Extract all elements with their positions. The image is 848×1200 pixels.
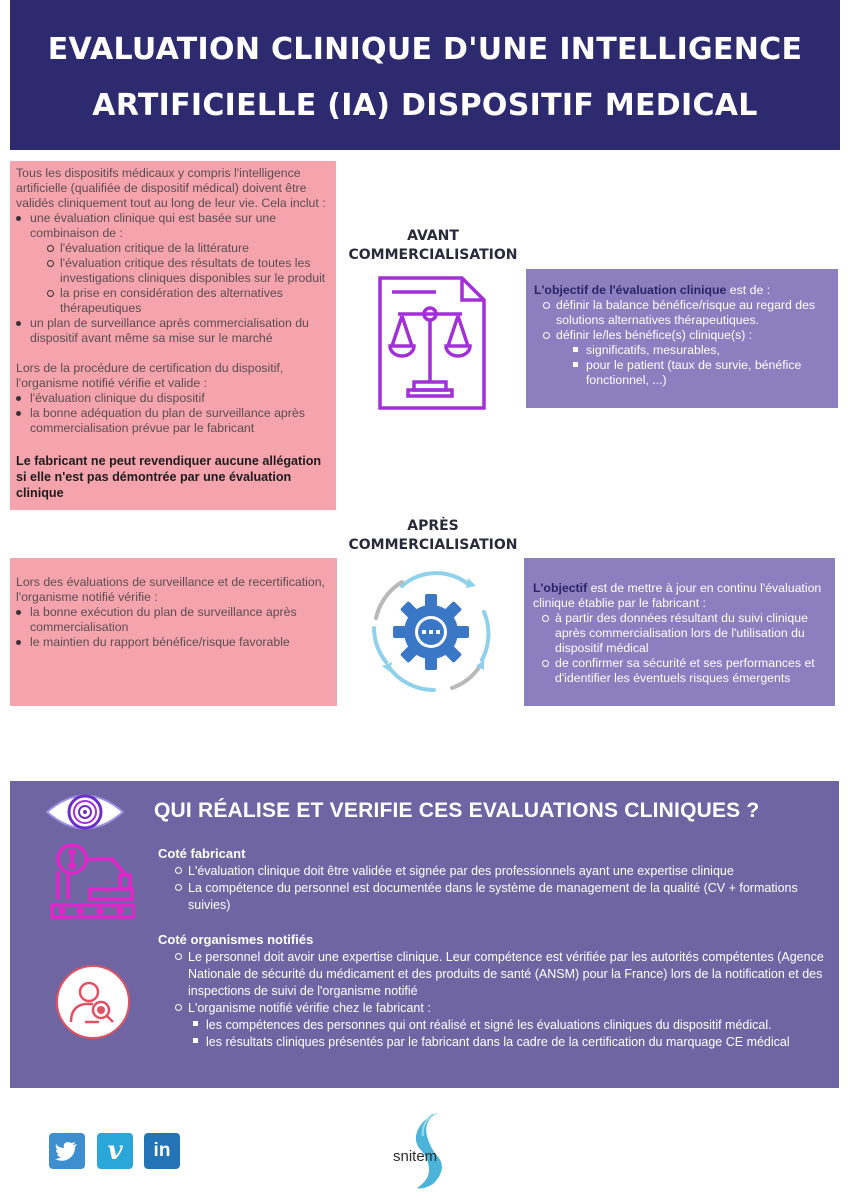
linkedin-icon: in: [153, 1140, 171, 1161]
header-banner: [10, 0, 840, 150]
gear-cycle-icon: [368, 570, 494, 694]
list-item: La compétence du personnel est documentée dans le système de management de la qualité (CV + formations suivies): [172, 880, 828, 914]
list-item: L'évaluation clinique doit être validée et signée par des professionnels ayant une expertise clinique: [172, 863, 828, 880]
intro-text: Lors des évaluations de surveillance et de recertification, l'organisme notifié vérifie :: [16, 575, 325, 604]
notified-bodies-heading: Coté organismes notifiés: [158, 932, 314, 947]
list-item: la bonne adéquation du plan de surveillance après commercialisation prévue par le fabricant: [16, 406, 331, 436]
title-line-1: EVALUATION CLINIQUE D'UNE INTELLIGENCE: [47, 32, 803, 67]
list-item: L'organisme notifié vérifie chez le fabricant : les compétences des personnes qui ont réalisé et signé les évaluations cliniques du dispositif médical. les résultats cliniques présentés par le fabricant dans la cadre de la certification du marquage CE médical: [172, 1000, 828, 1051]
phase-label-pre-market: AVANT COMMERCIALISATION: [348, 228, 518, 263]
list-item: Le personnel doit avoir une expertise clinique. Leur compétence est vérifiée par les autorités compétentes (Agence Nationale de sécurité du médicament et des produits de santé (ANSM) pour la France) lors de la notification et des inspections de suivi de l'organisme notifié: [172, 949, 828, 1000]
manufacturer-list: [172, 863, 828, 914]
title-line-2: ARTIFICIELLE (IA) DISPOSITIF MEDICAL: [92, 88, 758, 123]
list-item: les compétences des personnes qui ont réalisé et signé les évaluations cliniques du dispositif médical.: [190, 1017, 828, 1034]
logo-text: snitem: [393, 1148, 438, 1165]
requirements-list: [16, 211, 331, 346]
list-item: [16, 211, 331, 316]
sub-list: [44, 241, 331, 316]
list-item: l'évaluation critique des résultats de toutes les investigations cliniques disponibles sur le produit: [44, 256, 331, 286]
vimeo-icon: v: [107, 1136, 123, 1166]
list-item: significatifs, mesurables,: [570, 343, 832, 358]
manufacturer-section: [158, 845, 828, 914]
list-item: la prise en considération des alternatives thérapeutiques: [44, 286, 331, 316]
notified-bodies-section: [158, 931, 828, 1051]
list-item: pour le patient (taux de survie, bénéfice fonctionnel, ...): [570, 358, 832, 388]
intro-text: Tous les dispositifs médicaux y compris l'intelligence artificielle (qualifiée de dispositif médical) doivent être validés cliniquement tout au long de leur vie. Cela inclut :: [16, 166, 326, 210]
list-item: l'évaluation clinique du dispositif: [16, 391, 331, 406]
list-item: la bonne exécution du plan de surveillance après commercialisation: [16, 605, 332, 635]
certification-list: [16, 391, 331, 436]
manufacturer-heading: Coté fabricant: [158, 846, 246, 861]
twitter-icon: [49, 1133, 85, 1169]
certification-text: Lors de la procédure de certification du dispositif, l'organisme notifié vérifie et valide :: [16, 361, 284, 390]
justice-scale-document-icon: [374, 274, 488, 412]
list-item: définir la balance bénéfice/risque au regard des solutions alternatives thérapeutiques.: [540, 298, 832, 328]
linkedin-link[interactable]: [144, 1133, 180, 1169]
phase-label-post-market: APRÈS COMMERCIALISATION: [348, 518, 518, 553]
who-evaluates-panel: [10, 781, 839, 1088]
objective-list: [539, 611, 829, 686]
list-item: à partir des données résultant du suivi clinique après commercialisation lors de l'utilisation du dispositif médical: [539, 611, 829, 656]
vimeo-link[interactable]: [97, 1133, 133, 1169]
objective-list: [540, 298, 832, 388]
notified-bodies-list: [172, 949, 828, 1051]
eye-icon: [45, 791, 125, 833]
list-item: un plan de surveillance après commercialisation du dispositif avant même sa mise sur le marché: [16, 316, 331, 346]
person-search-icon: [55, 964, 131, 1040]
pre-market-objective-box: L'objectif de l'évaluation clinique est de : définir la balance bénéfice/risque au regard des solutions alternatives thérapeutiques. définir le/les bénéfice(s) clinique(s) : significatifs, mesurables, pour le patient (taux de survie, bénéfice fonctionnel, ...): [526, 269, 838, 408]
page-title: [10, 0, 840, 134]
objective-lead: L'objectif de l'évaluation clinique: [534, 283, 727, 297]
sub-list: [570, 343, 832, 388]
pre-market-requirements-box: [10, 161, 336, 510]
list-item: le maintien du rapport bénéfice/risque favorable: [16, 635, 332, 650]
list-item: l'évaluation critique de la littérature: [44, 241, 331, 256]
manufacturer-claim-note: Le fabricant ne peut revendiquer aucune allégation si elle n'est pas démontrée par une évaluation clinique: [16, 454, 322, 500]
post-market-objective-box: L'objectif est de mettre à jour en continu l'évaluation clinique établie par le fabricant : à partir des données résultant du suivi clinique après commercialisation lors de l'utilisation du dispositif médical de confirmer sa sécurité et ses performances et d'identifier les éventuels risques émergents: [524, 558, 835, 706]
who-title: QUI RÉALISE ET VERIFIE CES EVALUATIONS CLINIQUES ?: [154, 799, 760, 822]
twitter-link[interactable]: [49, 1133, 85, 1169]
list-item-text: une évaluation clinique qui est basée sur une combinaison de :: [30, 211, 277, 240]
verification-list: [16, 605, 332, 650]
snitem-logo: [393, 1110, 453, 1190]
list-item: les résultats cliniques présentés par le fabricant dans la cadre de la certification du marquage CE médical: [190, 1034, 828, 1051]
objective-lead: L'objectif: [533, 581, 588, 595]
post-market-verification-box: [10, 558, 337, 706]
list-item: définir le/les bénéfice(s) clinique(s) : significatifs, mesurables, pour le patient (taux de survie, bénéfice fonctionnel, ...): [540, 328, 832, 388]
manufacturing-machine-icon: [50, 841, 135, 925]
sub-list: [190, 1017, 828, 1051]
list-item: de confirmer sa sécurité et ses performances et d'identifier les éventuels risques émergents: [539, 656, 829, 686]
